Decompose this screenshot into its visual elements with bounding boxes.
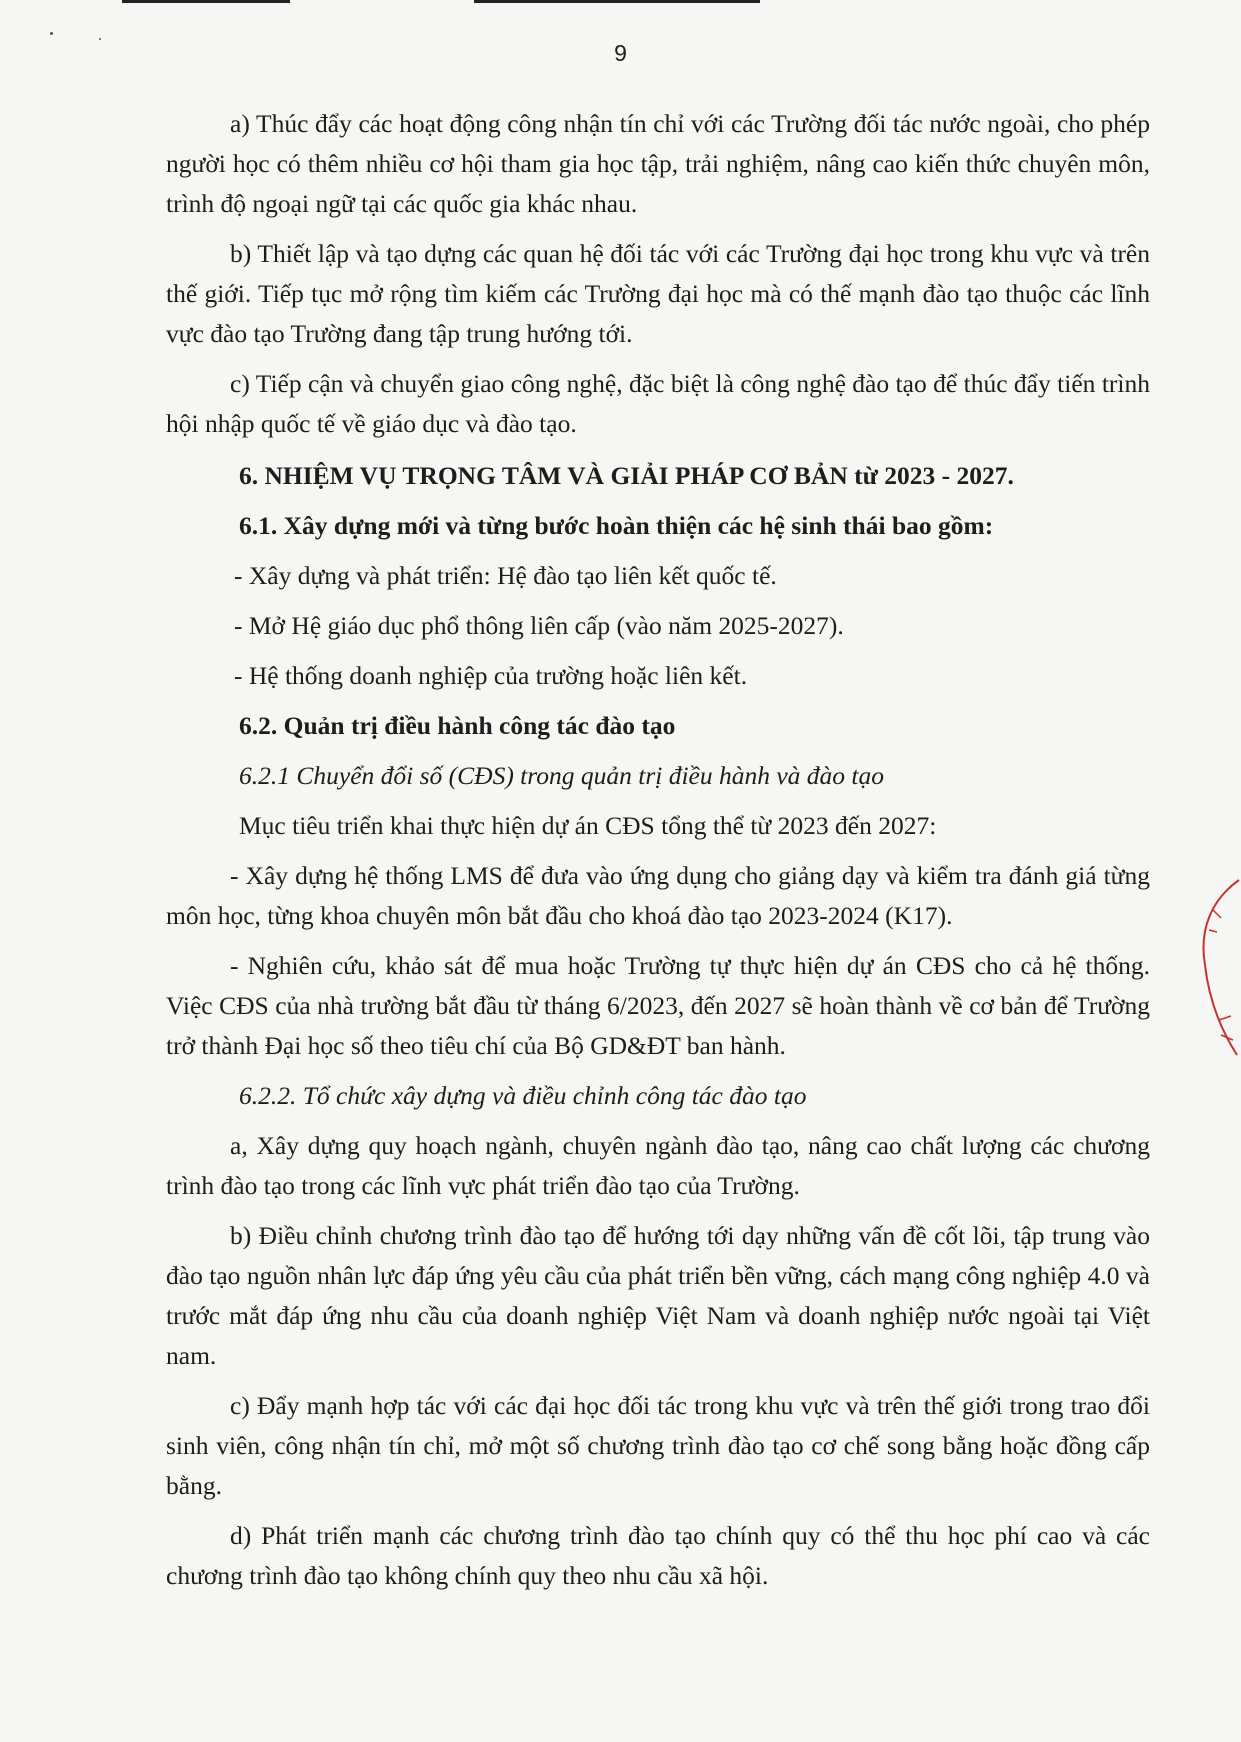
paragraph-a: a) Thúc đẩy các hoạt động công nhận tín chỉ với các Trường đối tác nước ngoài, cho phép người học có thêm nhiều cơ hội tham gia học tập, trải nghiệm, nâng cao kiến thức chuyên môn, trình độ ngoại ngữ tại các quốc gia khác nhau.: [166, 109, 1150, 218]
document-body: [166, 104, 1150, 1596]
list-item: d) Phát triển mạnh các chương trình đào tạo chính quy có thể thu học phí cao và các chương trình đào tạo không chính quy theo nhu cầu xã hội.: [166, 1521, 1150, 1590]
paragraph-b: b) Thiết lập và tạo dựng các quan hệ đối tác với các Trường đại học trong khu vực và trên thế giới. Tiếp tục mở rộng tìm kiếm các Trường đại học mà có thế mạnh đào tạo thuộc các lĩnh vực đào tạo Trường đang tập trung hướng tới.: [166, 239, 1150, 348]
section-6-2-heading: 6.2. Quản trị điều hành công tác đào tạo: [239, 711, 676, 740]
page-number: 9: [614, 40, 627, 66]
list-item: a, Xây dựng quy hoạch ngành, chuyên ngành đào tạo, nâng cao chất lượng các chương trình đào tạo trong các lĩnh vực phát triển đào tạo của Trường.: [166, 1131, 1150, 1200]
red-stamp-edge: [1191, 870, 1241, 1060]
list-item: c) Đẩy mạnh hợp tác với các đại học đối tác trong khu vực và trên thế giới trong trao đổi sinh viên, công nhận tín chỉ, mở một số chương trình đào tạo cơ chế song bằng hoặc đồng cấp bằng.: [166, 1391, 1150, 1500]
scan-edge-mark: [122, 0, 290, 3]
list-item: b) Điều chỉnh chương trình đào tạo để hướng tới dạy những vấn đề cốt lõi, tập trung vào đào tạo nguồn nhân lực đáp ứng yêu cầu của phát triển bền vững, cách mạng công nghiệp 4.0 và trước mắt đáp ứng nhu cầu của doanh nghiệp Việt Nam và doanh nghiệp nước ngoài tại Việt nam.: [166, 1221, 1150, 1370]
list-item: - Xây dựng và phát triển: Hệ đào tạo liên kết quốc tế.: [234, 561, 777, 590]
section-6-1-heading: 6.1. Xây dựng mới và từng bước hoàn thiện các hệ sinh thái bao gồm:: [239, 511, 994, 540]
section-6-2-1-heading: 6.2.1 Chuyển đổi số (CĐS) trong quản trị điều hành và đào tạo: [239, 761, 885, 790]
list-item: - Nghiên cứu, khảo sát để mua hoặc Trường tự thực hiện dự án CĐS cho cả hệ thống. Việc CĐS của nhà trường bắt đầu từ tháng 6/2023, đến 2027 sẽ hoàn thành về cơ bản để Trường trở thành Đại học số theo tiêu chí của Bộ GD&ĐT ban hành.: [166, 951, 1150, 1060]
section-6-2-1-intro: Mục tiêu triển khai thực hiện dự án CĐS tổng thể từ 2023 đến 2027:: [239, 811, 937, 840]
list-item: - Hệ thống doanh nghiệp của trường hoặc liên kết.: [234, 661, 748, 690]
list-item: - Xây dựng hệ thống LMS để đưa vào ứng dụng cho giảng dạy và kiểm tra đánh giá từng môn học, từng khoa chuyên môn bắt đầu cho khoá đào tạo 2023-2024 (K17).: [166, 861, 1150, 930]
scan-edge-mark: [474, 0, 760, 3]
list-item: - Mở Hệ giáo dục phổ thông liên cấp (vào năm 2025-2027).: [234, 611, 844, 640]
section-6-2-2-heading: 6.2.2. Tổ chức xây dựng và điều chỉnh công tác đào tạo: [239, 1081, 807, 1110]
scan-speck: [50, 32, 53, 35]
paragraph-c: c) Tiếp cận và chuyển giao công nghệ, đặc biệt là công nghệ đào tạo để thúc đẩy tiến trình hội nhập quốc tế về giáo dục và đào tạo.: [166, 369, 1150, 438]
section-6-heading: 6. NHIỆM VỤ TRỌNG TÂM VÀ GIẢI PHÁP CƠ BẢN từ 2023 - 2027.: [239, 461, 1014, 490]
